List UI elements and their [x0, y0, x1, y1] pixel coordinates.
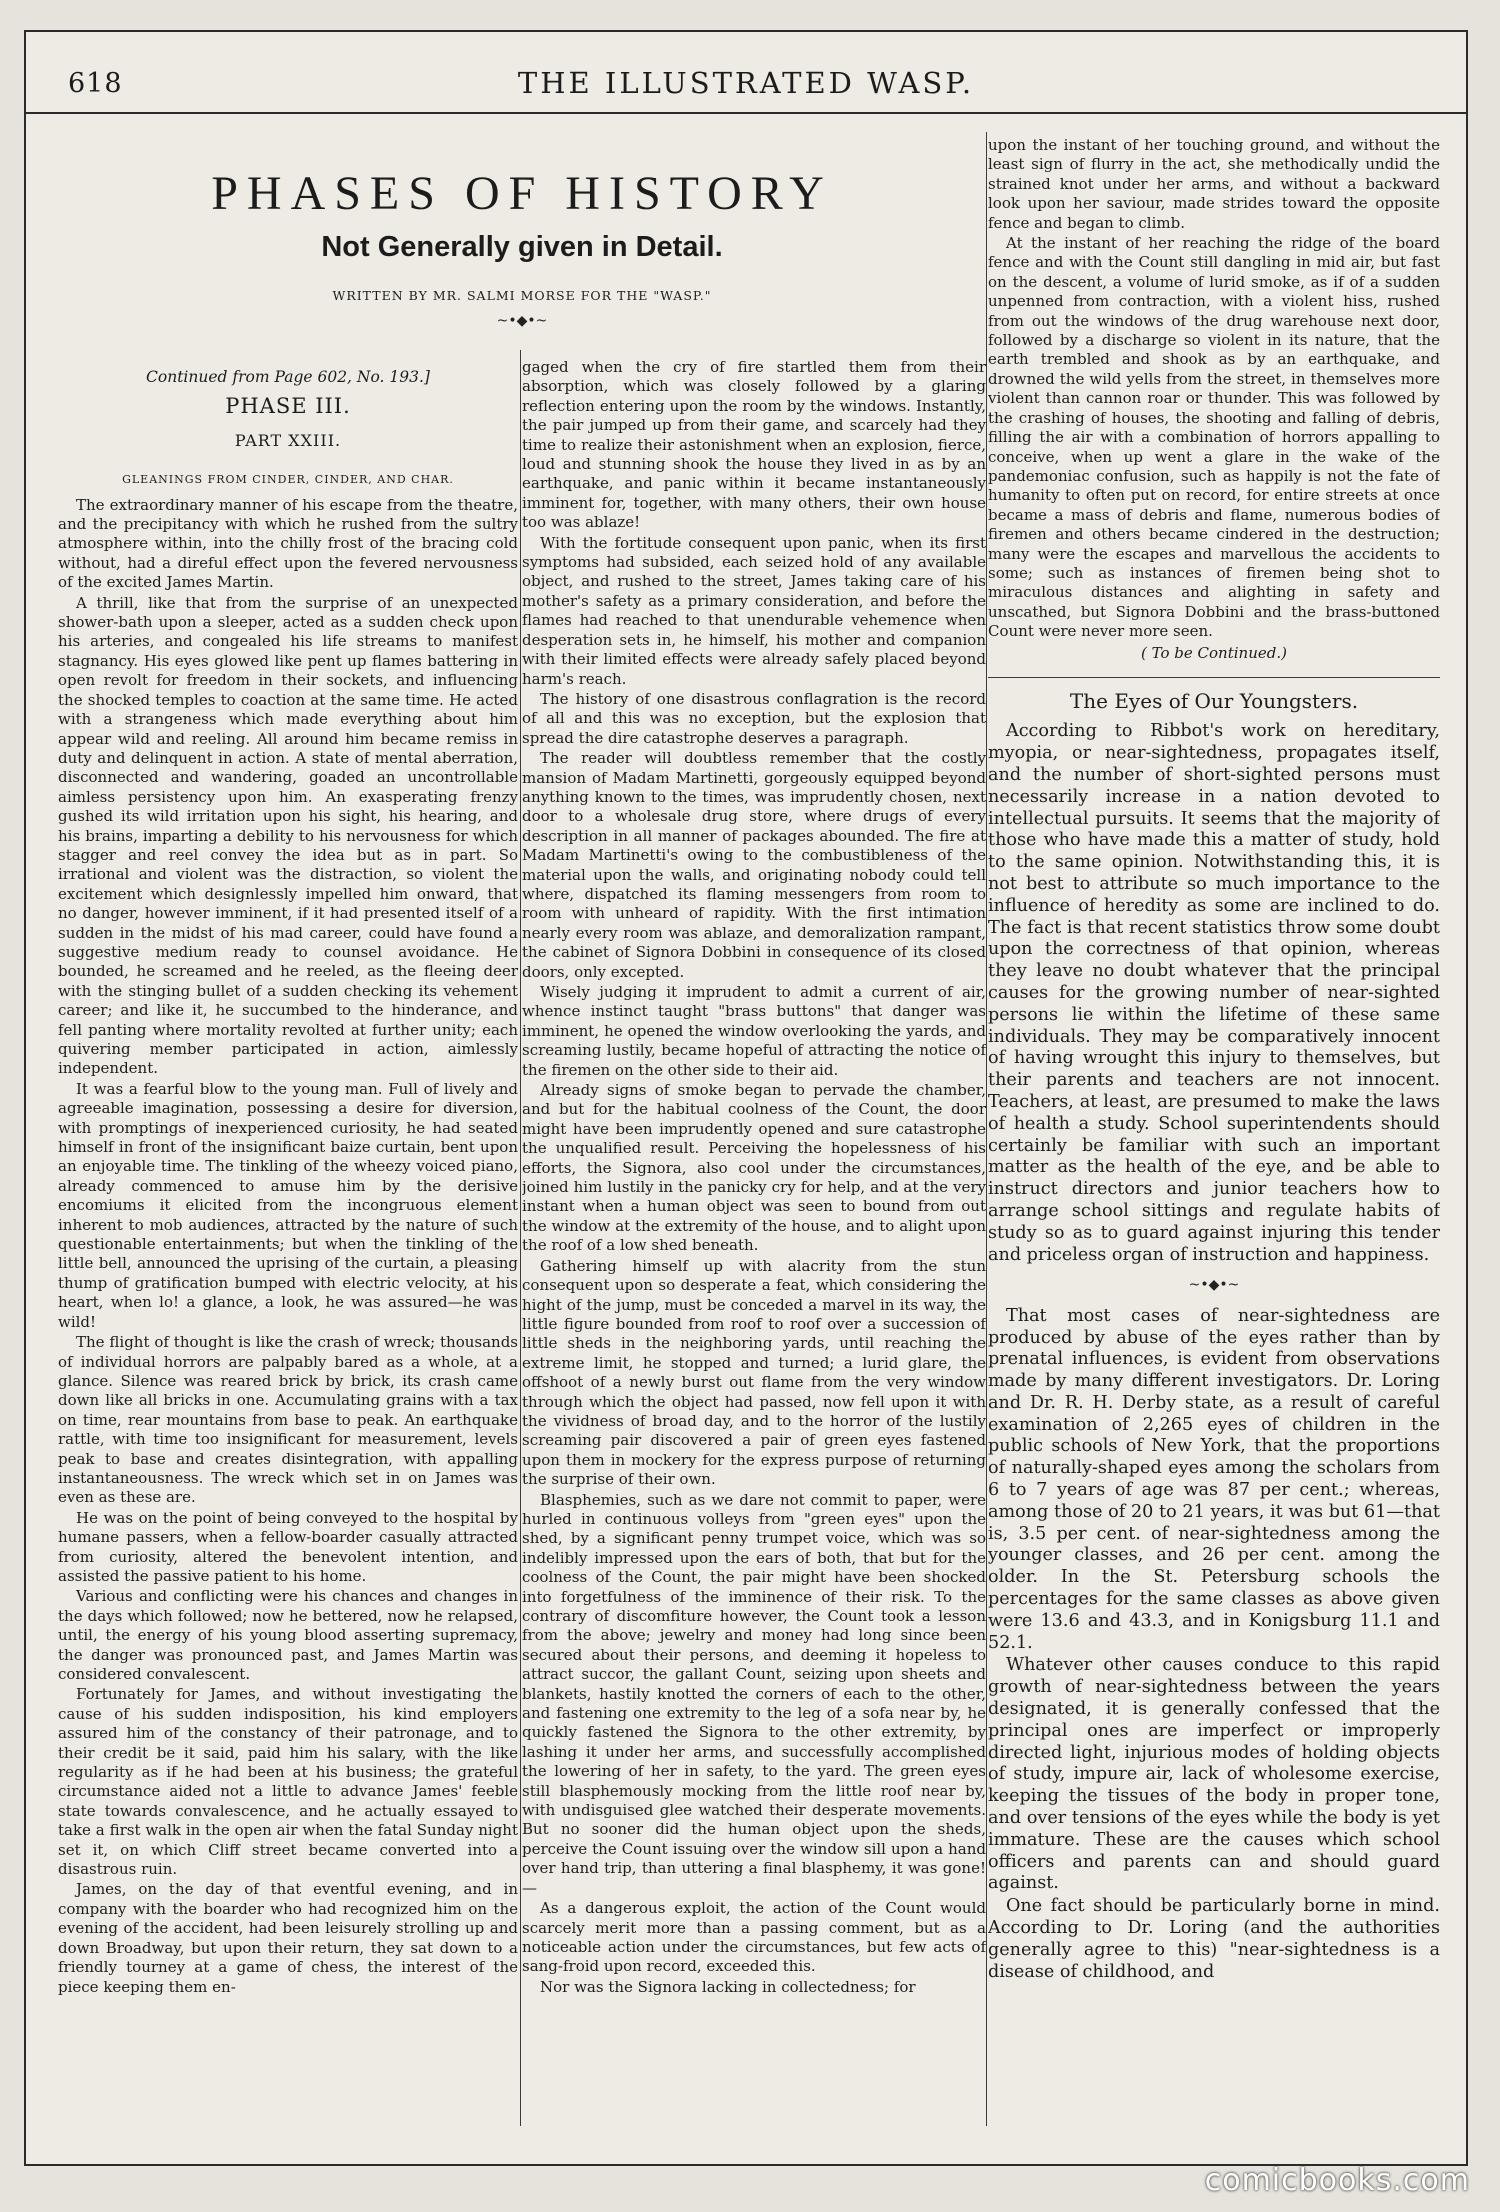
paragraph: Blasphemies, such as we dare not commit to paper, were hurled in continuous volleys from "green eyes" upon the shed, by a significant penny trumpet voice, which was so indelibly impressed upon the ears of both, that but for the coolness of the Count, the pair might have been shocked into forgetfulness of the imminence of their risk. To the contrary of discomfiture however, the Count took a lesson from the above; jewelry and money had long since been secured about their persons, and deeming it hopeless to attract succor, the gallant Count, seizing upon sheets and blankets, hastily knotted the corners of each to the other, and fastening one extremity to the leg of a sofa near by, he quickly fastened the Signora to the other extremity, by lashing it under her arms, and successfully accomplished the lowering of her in safety, to the yard. The green eyes still blasphemously mocking from the little roof near by, with undisguised glee watched their desperate movements. But no sooner did the human object upon the sheds, perceive the Count issuing over the window sill upon a hand over hand trip, than uttering a final blasphemy, it was gone!—	[522, 1490, 986, 1897]
paragraph: One fact should be particularly borne in mind. According to Dr. Loring (and the authorities generally agree to this) "near-sightedness is a disease of childhood, and	[988, 1896, 1440, 1982]
paragraph: The extraordinary manner of his escape from the theatre, and the precipitancy with which he rushed from the sultry atmosphere within, into the chilly frost of the bracing cold without, had a direful effect upon the fevered nervousness of the excited James Martin.	[58, 495, 518, 592]
paragraph: A thrill, like that from the surprise of an unexpected shower-bath upon a sleeper, acted as a sudden check upon his arteries, and congealed his life streams to manifest stagnancy. His eyes glowed like pent up flames battering in open revolt for freedom in their sockets, and influencing the shocked temples to coaction at the same time. He acted with a strangeness which made everything about him appear wild and reeling. All around him became remiss in duty and delinquent in action. A state of mental aberration, disconnected and wandering, goaded an uncontrollable aimless persistency upon him. An exasperating frenzy gushed its wild irritation upon his sight, his hearing, and his brains, imparting a debility to his nervousness for which stagger and reel convey the idea but as in part. So irrational and violent was the distraction, so violent the excitement which designlessly impelled him onward, that no danger, however imminent, if it had presented itself of a sudden in the midst of his mad career, could have found a suggestive medium ready to counsel avoidance. He bounded, he screamed and he reeled, as the fleeing deer with the stinging bullet of a sudden checking its vehement career; and like it, he succumbed to the hinderance, and fell panting where mortality revolted at further unity; each quivering member participated in action, aimlessly independent.	[58, 593, 518, 1078]
part-heading: PART XXIII.	[234, 430, 342, 450]
running-head: THE ILLUSTRATED WASP.	[517, 66, 975, 100]
article-title: PHASES OF HISTORY	[211, 167, 833, 220]
column-rule	[520, 350, 521, 2126]
paragraph: Already signs of smoke began to pervade the chamber, and but for the habitual coolness of the Count, the door might have been imprudently opened and sure catastrophe the unqualified result. Perceiving the hopelessness of his efforts, the Signora, also cool under the circumstances, joined him lustily in the panicky cry for help, and at the very instant when a human object was seen to bound from out the window at the extremity of the house, and to alight upon the roof of a low shed beneath.	[522, 1081, 986, 1255]
paragraph: upon the instant of her touching ground, and without the least sign of flurry in the act, she methodically undid the strained knot under her arms, and without a backward look upon her saviour, made strides toward the opposite fence and began to climb.	[988, 136, 1440, 232]
ornament-divider: ~•◆•~	[1188, 1277, 1240, 1294]
paragraph: He was on the point of being conveyed to the hospital by humane passers, when a fellow-boarder casually attracted from curiosity, altered the benevolent intention, and assisted the passive patient to his home.	[58, 1508, 518, 1585]
paragraph: According to Ribbot's work on hereditary, myopia, or near-sightedness, propagates itself, and the number of short-sighted persons must necessarily increase in a nation devoted to intellectual pursuits. It seems that the majority of those who have made this a matter of study, hold to the same opinion. Notwithstanding this, it is not best to attribute so much importance to the influence of heredity as some are inclined to do. The fact is that recent statistics throw some doubt upon the correctness of that opinion, whereas they leave no doubt whatever that the principal causes for the growing number of near-sighted persons lie within the lifetime of these same individuals. They may be comparatively innocent of having wrought this injury to themselves, but their parents and teachers are not innocent. Teachers, at least, are presumed to make the laws of health a study. School superintendents should certainly be familiar with such an important matter as the health of the eye, and be able to instruct directors and junior teachers how to arrange school sittings and regulate habits of study so as to guard against injuring this tender and priceless organ of instruction and happiness.	[988, 721, 1440, 1265]
column-rule	[986, 132, 987, 2126]
section-subheading: GLEANINGS FROM CINDER, CINDER, AND CHAR.	[122, 473, 454, 487]
paragraph: Gathering himself up with alacrity from the stun consequent upon so desperate a feat, which considering the hight of the jump, must be conceded a marvel in its way, the little figure bounded from roof to roof over a succession of little sheds in the neighboring yards, until reaching the extreme limit, he stopped and turned; a lurid glare, the offshoot of a newly burst out flame from the very window through which the object had passed, now fell upon it with the vividness of broad day, and to the horror of the lustily screaming pair discovered a pair of green eyes fastened upon them in mockery for the express purpose of returning the surprise of their own.	[522, 1256, 986, 1489]
ornament-divider: ~•◆•~	[496, 313, 548, 329]
page-header	[26, 32, 1466, 114]
paragraph: As a dangerous exploit, the action of the Count would scarcely merit more than a passing comment, but as a noticeable action under the circumstances, but few acts of sang-froid upon record, exceeded this.	[522, 1899, 986, 1976]
paragraph: The reader will doubtless remember that the costly mansion of Madam Martinetti, gorgeously equipped beyond anything known to the times, was imprudently chosen, next door to a wholesale drug store, where drugs of every description in all manner of packages abounded. The fire at Madam Martinetti's owing to the combustibleness of the material upon the walls, and originating nobody could tell where, dispatched its flaming messengers from room to room with unheard of rapidity. With the first intimation nearly every room was ablaze, and demoralization rampant, the cabinet of Signora Dobbini in consequence of its closed doors, only excepted.	[522, 749, 986, 981]
article-byline: WRITTEN BY MR. SALMI MORSE FOR THE "WASP."	[332, 288, 712, 303]
paragraph: Nor was the Signora lacking in collectedness; for	[540, 1977, 916, 1996]
page-number: 618	[68, 68, 123, 99]
article-title-block	[58, 136, 986, 336]
section-divider	[988, 677, 1440, 678]
paragraph: The flight of thought is like the crash of wreck; thousands of individual horrors are palpably bared as a whole, at a glance. Silence was reared brick by brick, its crash came down like all bricks in one. Accumulating grains with a tax on time, rear mountains from base to peak. An earthquake rattle, with time too insignificant for measurement, levels peak to base and creates disintegration, with appalling instantaneousness. The wreck which set in on James was even as these are.	[58, 1333, 518, 1507]
paragraph: It was a fearful blow to the young man. Full of lively and agreeable imagination, possessing a desire for diversion, with promptings of inexperienced curiosity, he had seated himself in front of the insignificant baize curtain, bent upon an enjoyable time. The tinkling of the wheezy voiced piano, already commenced to amuse him by the derisive encomiums it elicited from the incongruous element inherent to mob audiences, attracted by the nature of such questionable entertainments; but when the tinkling of the little bell, announced the uprising of the curtain, a pleasing thump of gratification bumped with electric velocity, at his heart, when lo! a glance, a look, he was assured—he was wild!	[58, 1079, 518, 1331]
article-2-body-a	[988, 721, 1440, 1266]
paragraph: With the fortitude consequent upon panic, when its first symptoms had subsided, each seized hold of any available object, and rushed to the street, James taking care of his mother's safety as a primary consideration, and before the flames had reached to that unendurable vehemence when desperation sets in, he himself, his mother and companion with their limited effects were already safely placed beyond harm's reach.	[522, 533, 986, 688]
paragraph: Fortunately for James, and without investigating the cause of his sudden indisposition, his kind employers assured him of the constancy of their patronage, and to their credit be it said, paid him his salary, with the like regularity as if he had been at his business; the grateful circumstance aided not a little to advance James' feeble state towards convalescence, and he actually essayed to take a first walk in the open air when the fatal Sunday night set it, on which Cliff street became converted into a disastrous ruin.	[58, 1685, 518, 1879]
paragraph: At the instant of her reaching the ridge of the board fence and with the Count still dangling in mid air, but fast on the descent, a volume of lurid smoke, as if of a sudden unpenned from contraction, with a violent hiss, rushed from out the windows of the drug warehouse next door, followed by a discharge so violent in its nature, that the earth trembled and shook as by an earthquake, and drowned the wild yells from the street, in themselves more violent than cannon roar or thunder. This was followed by the crashing of houses, the shooting and falling of debris, filling the air with a combination of horrors appalling to conceive, when up went a glare in the wake of the pandemoniac confusion, such as happily is not the fate of humanity to often put on record, for entire streets at once became a mass of debris and flame, numerous bodies of firemen and others became cindered in the destruction; many were the escapes and marvellous the accidents to some; such as instances of firemen being shot to miraculous distances and alighting in safety and unscathed, but Signora Dobbini and the brass-buttoned Count were never more seen.	[988, 234, 1440, 641]
watermark: comicbooks.com	[1204, 2163, 1470, 2198]
paragraph: Whatever other causes conduce to this rapid growth of near-sightedness between the years designated, it is generally confessed that the principal ones are imperfect or improperly directed light, injurious modes of holding objects of study, impure air, lack of wholesome exercise, keeping the tissues of the body in proper tone, and over tensions of the eyes while the body is yet immature. These are the causes which school officers and parents can and should guard against.	[988, 1655, 1440, 1894]
phase-heading: PHASE III.	[225, 394, 351, 419]
paragraph: James, on the day of that eventful evening, and in company with the boarder who had recognized him on the evening of the accident, had been leisurely strolling up and down Broadway, but upon their return, they sat down to a friendly tourney at a game of chess, the interest of the piece keeping them en-	[58, 1880, 518, 1996]
paragraph: The history of one disastrous conflagration is the record of all and this was no exception, but the explosion that spread the dire catastrophe deserves a paragraph.	[522, 689, 986, 747]
to-be-continued: ( To be Continued.)	[1141, 643, 1287, 662]
paragraph: gaged when the cry of fire startled them from their absorption, which was closely followed by a glaring reflection entering upon the room by the windows. Instantly, the pair jumped up from their game, and scarcely had they time to realize their astonishment when an explosion, fierce, loud and stunning shook the house they lived in as by an earthquake, and panic within it became instantaneously imminent for, together, with many others, their own house too was ablaze!	[522, 358, 986, 532]
paragraph: That most cases of near-sightedness are produced by abuse of the eyes rather than by prenatal influences, is evident from observations made by many different investigators. Dr. Loring and Dr. R. H. Derby state, as a result of careful examination of 2,265 eyes of children in the public schools of New York, that the proportions of naturally-shaped eyes among the scholars from 6 to 7 years of age was 87 per cent.; whereas, among those of 20 to 21 years, it was but 61—that is, 3.5 per cent. of near-sightedness among the younger classes, and 26 per cent. among the older. In the St. Petersburg schools the percentages for the same classes as above given were 13.6 and 43.3, and in Konigsburg 11.1 and 52.1.	[988, 1305, 1440, 1653]
article-2-title: The Eyes of Our Youngsters.	[1069, 688, 1359, 713]
paragraph: Wisely judging it imprudent to admit a current of air, whence instinct taught "brass buttons" that danger was imminent, he opened the window overlooking the yards, and screaming lustily, became hopeful of attracting the notice of the firemen on the other side to their aid.	[522, 983, 986, 1079]
paragraph: Various and conflicting were his chances and changes in the days which followed; now he bettered, now he relapsed, until, the energy of his young blood asserting supremacy, the danger was pronounced past, and James Martin was considered convalescent.	[58, 1587, 518, 1683]
continued-note: Continued from Page 602, No. 193.]	[146, 368, 430, 386]
column-2	[522, 358, 986, 2126]
column-3	[988, 136, 1440, 2126]
newspaper-page	[24, 30, 1468, 2166]
article-subtitle: Not Generally given in Detail.	[321, 231, 723, 263]
article-2-body-b	[988, 1306, 1440, 1984]
column-1	[58, 358, 518, 2126]
